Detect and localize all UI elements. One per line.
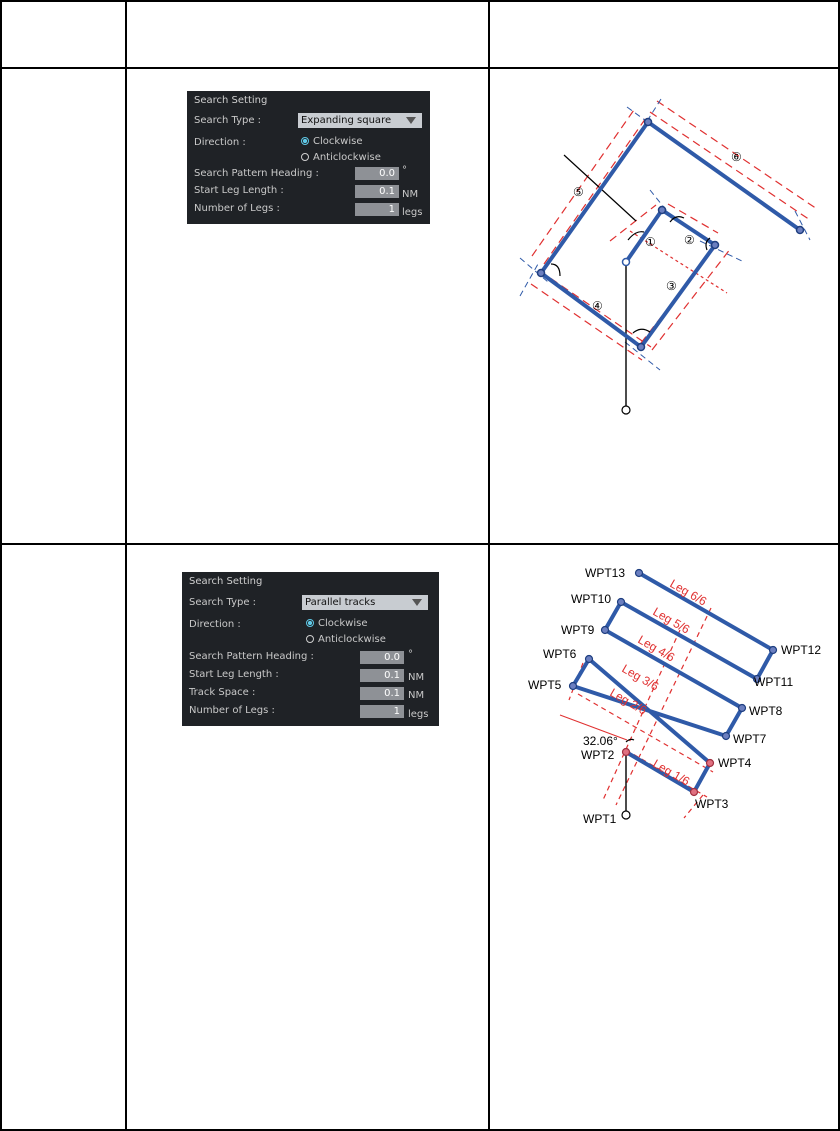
waypoint-wpt13 xyxy=(636,570,643,577)
waypoint-wpt1 xyxy=(622,811,630,819)
leg-label-2: Leg 2/6 xyxy=(607,685,650,718)
angle-arc xyxy=(633,329,650,333)
start-leg-label: Start Leg Length : xyxy=(194,185,284,196)
label-wpt7: WPT7 xyxy=(733,732,767,746)
search-type-value: Parallel tracks xyxy=(305,597,376,608)
label-wpt6: WPT6 xyxy=(543,647,577,661)
waypoint xyxy=(659,207,666,214)
extension-lines xyxy=(520,99,810,370)
label-wpt2: WPT2 xyxy=(581,748,615,762)
leg-label-5: Leg 5/6 xyxy=(650,604,693,637)
search-type-select[interactable] xyxy=(298,113,422,128)
panel-title: Search Setting xyxy=(189,576,263,587)
chevron-down-icon xyxy=(412,599,422,606)
label-wpt4: WPT4 xyxy=(718,756,752,770)
label-wpt11: WPT11 xyxy=(754,675,794,689)
table-column-divider-1 xyxy=(125,0,127,1131)
legs-label: Number of Legs : xyxy=(194,203,280,214)
table-border-left xyxy=(0,0,2,1131)
leg-number-5: ⑤ xyxy=(573,185,584,199)
radio-unselected-icon xyxy=(301,153,309,161)
waypoint xyxy=(623,259,630,266)
label-wpt12: WPT12 xyxy=(781,643,822,657)
search-type-label: Search Type : xyxy=(189,597,257,608)
waypoint-labels xyxy=(528,566,821,826)
leg-label-1: Leg 1/6 xyxy=(650,756,693,789)
waypoint-wpt9 xyxy=(602,627,609,634)
waypoint-markers xyxy=(538,119,804,415)
waypoint xyxy=(797,227,804,234)
label-wpt9: WPT9 xyxy=(561,623,595,637)
parallel-tracks-diagram xyxy=(490,545,836,1129)
waypoint-wpt8 xyxy=(739,705,746,712)
legs-unit: legs xyxy=(402,207,423,218)
angle-arc xyxy=(551,264,560,276)
radio-unselected-icon xyxy=(306,635,314,643)
track-space-label: Track Space : xyxy=(189,687,256,698)
label-wpt1: WPT1 xyxy=(583,812,617,826)
start-leg-label: Start Leg Length : xyxy=(189,669,279,680)
extension-line xyxy=(520,264,538,296)
start-leg-input[interactable]: 0.1 xyxy=(360,669,404,682)
direction-label: Direction : xyxy=(194,137,246,148)
waypoint xyxy=(712,242,719,249)
heading-unit: ° xyxy=(402,165,407,176)
search-type-label: Search Type : xyxy=(194,115,262,126)
leg-number-2: ② xyxy=(684,233,695,247)
search-track-path xyxy=(541,122,800,347)
start-leg-unit: NM xyxy=(402,189,419,200)
waypoint-wpt2 xyxy=(623,749,630,756)
radio-anticlockwise[interactable]: Anticlockwise xyxy=(306,634,386,645)
leg-number-1: ① xyxy=(645,235,656,249)
radio-clockwise[interactable]: Clockwise xyxy=(301,136,363,147)
leg-number-4: ④ xyxy=(592,299,603,313)
search-setting-panel-parallel xyxy=(182,572,439,726)
label-wpt5: WPT5 xyxy=(528,678,562,692)
heading-input[interactable]: 0.0 xyxy=(355,167,399,180)
expanding-square-diagram xyxy=(490,69,836,541)
legs-unit: legs xyxy=(408,709,429,720)
waypoint-wpt3 xyxy=(691,789,698,796)
legs-input[interactable]: 1 xyxy=(360,705,404,718)
leg-label-3: Leg 3/6 xyxy=(619,661,662,694)
start-leg-unit: NM xyxy=(408,672,425,683)
search-type-value: Expanding square xyxy=(301,115,392,126)
heading-unit: ° xyxy=(408,649,413,660)
radio-clockwise[interactable]: Clockwise xyxy=(306,618,368,629)
heading-input[interactable]: 0.0 xyxy=(360,651,404,664)
waypoint-wpt6 xyxy=(586,656,593,663)
boundary-line xyxy=(532,107,636,256)
leg-number-3: ③ xyxy=(666,279,677,293)
waypoint xyxy=(638,344,645,351)
boundary-line xyxy=(650,112,810,220)
radio-selected-icon xyxy=(306,619,314,627)
boundary-line xyxy=(652,248,731,350)
label-wpt13: WPT13 xyxy=(585,566,626,580)
label-wpt8: WPT8 xyxy=(749,704,783,718)
angle-label: 32.06° xyxy=(583,734,618,748)
waypoint-wpt12 xyxy=(770,647,777,654)
leg-label-6: Leg 6/6 xyxy=(667,576,710,609)
leg-number-6: ⑥ xyxy=(731,150,742,164)
legs-input[interactable]: 1 xyxy=(355,203,399,216)
waypoint-start xyxy=(622,406,630,414)
direction-label: Direction : xyxy=(189,619,241,630)
leg-label-4: Leg 4/6 xyxy=(635,632,678,665)
waypoint-wpt4 xyxy=(707,760,714,767)
radio-selected-icon xyxy=(301,137,309,145)
waypoint-wpt7 xyxy=(723,733,730,740)
panel-title: Search Setting xyxy=(194,95,268,106)
track-space-unit: NM xyxy=(408,690,425,701)
legs-label: Number of Legs : xyxy=(189,705,275,716)
start-leg-input[interactable]: 0.1 xyxy=(355,185,399,198)
track-space-input[interactable]: 0.1 xyxy=(360,687,404,700)
waypoint-wpt5 xyxy=(570,683,577,690)
waypoint xyxy=(645,119,652,126)
heading-label: Search Pattern Heading : xyxy=(189,651,314,662)
search-setting-panel-expanding xyxy=(187,91,430,224)
radio-anticlockwise[interactable]: Anticlockwise xyxy=(301,152,381,163)
heading-label: Search Pattern Heading : xyxy=(194,168,319,179)
label-wpt3: WPT3 xyxy=(695,797,729,811)
search-type-select[interactable] xyxy=(302,595,428,610)
chevron-down-icon xyxy=(406,117,416,124)
waypoint-wpt10 xyxy=(618,599,625,606)
waypoint xyxy=(538,270,545,277)
label-wpt10: WPT10 xyxy=(571,592,612,606)
boundary-line xyxy=(544,115,648,264)
